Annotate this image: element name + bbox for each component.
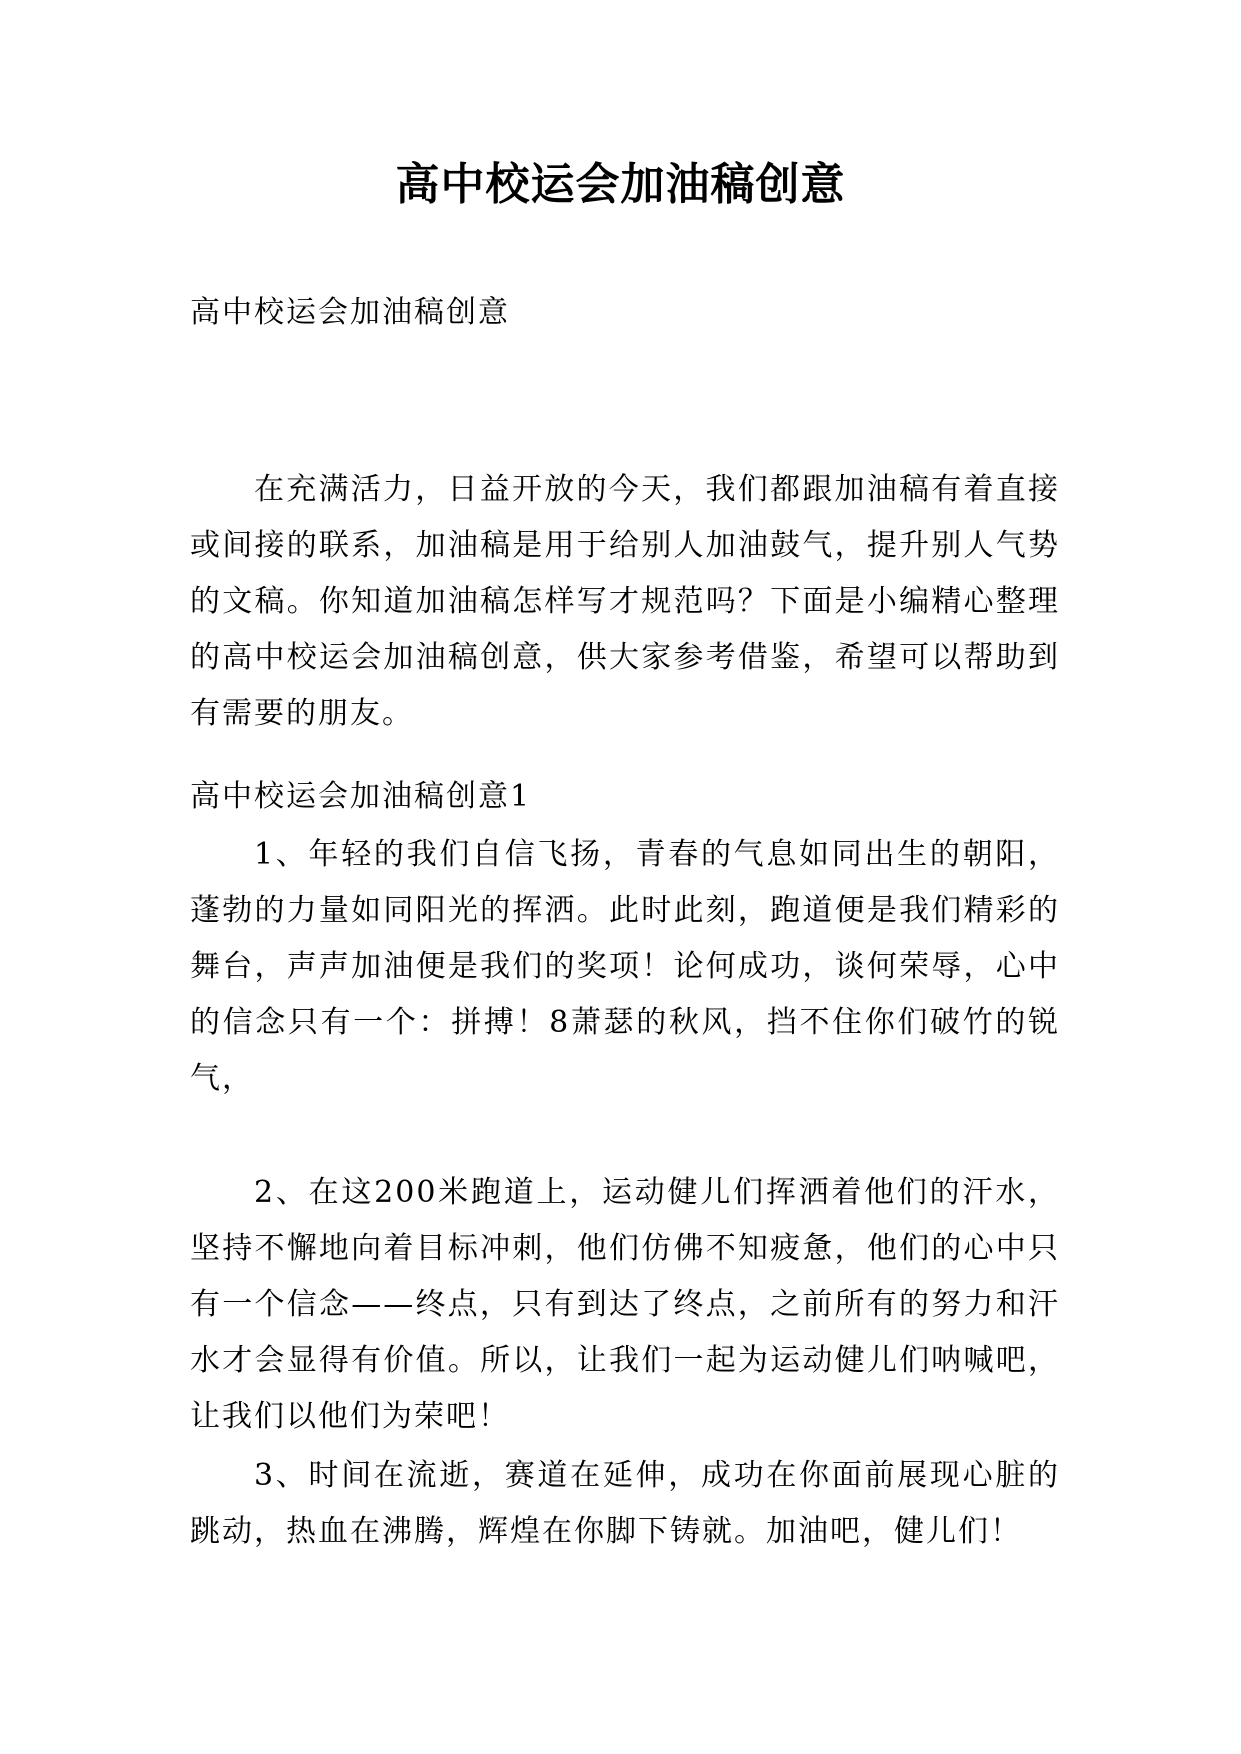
cheer-item-3: 3、时间在流逝，赛道在延伸，成功在你面前展现心脏的跳动，热血在沸腾，辉煌在你脚下铸就。加油吧，健儿们！ [190, 1458, 1060, 1549]
cheer-item-2: 2、在这200米跑道上，运动健儿们挥洒着他们的汗水，坚持不懈地向着目标冲刺，他们仿佛不知疲惫，他们的心中只有一个信念——终点，只有到达了终点，之前所有的努力和汗水才会显得有价值。所以，让我们一起为运动健儿们呐喊吧，让我们以他们为荣吧！ [190, 1175, 1060, 1434]
section-heading: 高中校运会加油稿创意1 [190, 779, 532, 814]
document-title: 高中校运会加油稿创意 [395, 159, 846, 210]
document-subtitle: 高中校运会加油稿创意 [190, 295, 510, 330]
intro-paragraph: 在充满活力，日益开放的今天，我们都跟加油稿有着直接或间接的联系，加油稿是用于给别人加油鼓气，提升别人气势的文稿。你知道加油稿怎样写才规范吗？下面是小编精心整理的高中校运会加油稿创意，供大家参考借鉴，希望可以帮助到有需要的朋友。 [190, 472, 1060, 731]
cheer-item-1: 1、年轻的我们自信飞扬，青春的气息如同出生的朝阳，蓬勃的力量如同阳光的挥洒。此时此刻，跑道便是我们精彩的舞台，声声加油便是我们的奖项！论何成功，谈何荣辱，心中的信念只有一个：拼搏！8萧瑟的秋风，挡不住你们破竹的锐气， [190, 837, 1060, 1096]
